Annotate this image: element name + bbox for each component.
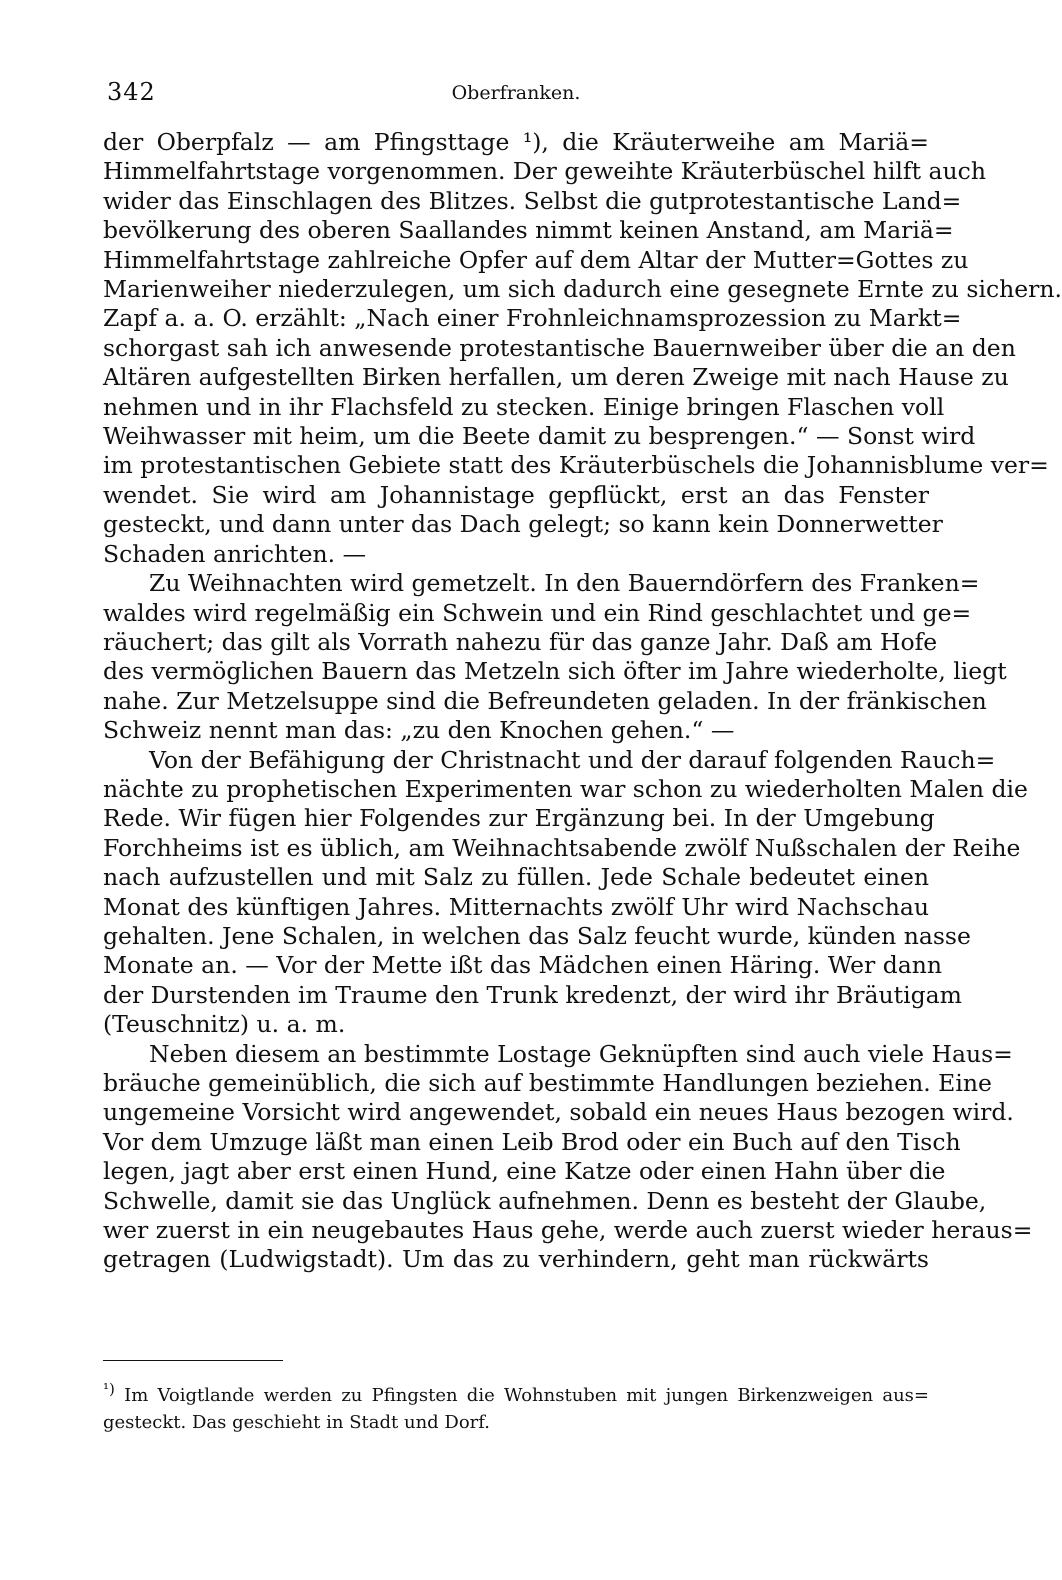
footnote-divider — [103, 1360, 283, 1361]
text-line: Forchheims ist es üblich, am Weihnachtsabende zwölf Nußschalen der Reihe — [103, 833, 1021, 862]
text-line: Marienweiher niederzulegen, um sich dadurch eine gesegnete Ernte zu sichern. — [103, 275, 1062, 304]
text-line: Neben diesem an bestimmte Lostage Geknüpften sind auch viele Haus= — [149, 1039, 1013, 1068]
text-line: gesteckt, und dann unter das Dach gelegt; so kann kein Donnerwetter — [103, 510, 943, 539]
text-line: nächte zu prophetischen Experimenten war schon zu wiederholten Malen die — [103, 774, 1028, 803]
footnote-line — [103, 1376, 929, 1409]
text-line: legen, jagt aber erst einen Hund, eine Katze oder einen Hahn über die — [103, 1157, 946, 1186]
text-line: der Durstenden im Traume den Trunk kredenzt, der wird ihr Bräutigam — [103, 980, 962, 1009]
book-page — [103, 78, 1062, 1275]
text-line: Monat des künftigen Jahres. Mitternachts zwölf Uhr wird Nachschau — [103, 892, 929, 921]
text-line: bevölkerung des oberen Saallandes nimmt keinen Anstand, am Mariä= — [103, 216, 954, 245]
text-line: nahe. Zur Metzelsuppe sind die Befreundeten geladen. In der fränkischen — [103, 686, 987, 715]
text-line: Vor dem Umzuge läßt man einen Leib Brod oder ein Buch auf den Tisch — [103, 1127, 961, 1156]
page-header — [103, 78, 929, 128]
text-line: wider das Einschlagen des Blitzes. Selbst die gutprotestantische Land= — [103, 186, 962, 215]
text-line: Himmelfahrtstage vorgenommen. Der geweihte Kräuterbüschel hilft auch — [103, 157, 986, 186]
text-line: Von der Befähigung der Christnacht und der darauf folgenden Rauch= — [149, 745, 996, 774]
text-line: Weihwasser mit heim, um die Beete damit zu besprengen.“ — Sonst wird — [103, 422, 976, 451]
text-line: wendet. Sie wird am Johannistage gepflückt, erst an das Fenster — [103, 480, 929, 509]
text-line: Monate an. — Vor der Mette ißt das Mädchen einen Häring. Wer dann — [103, 951, 943, 980]
footnote-line: gesteckt. Das geschieht in Stadt und Dorf. — [103, 1412, 491, 1433]
text-line: Zapf a. a. O. erzählt: „Nach einer Frohnleichnamsprozession zu Markt= — [103, 304, 962, 333]
text-line: Schwelle, damit sie das Unglück aufnehmen. Denn es besteht der Glaube, — [103, 1186, 987, 1215]
running-title: Oberfranken. — [451, 82, 581, 104]
text-line: gehalten. Jene Schalen, in welchen das Salz feucht wurde, künden nasse — [103, 921, 971, 950]
text-line: bräuche gemeinüblich, die sich auf bestimmte Handlungen beziehen. Eine — [103, 1069, 992, 1097]
footnote-mark: ¹) — [103, 1380, 115, 1398]
text-line: nehmen und in ihr Flachsfeld zu stecken. Einige bringen Flaschen voll — [103, 392, 945, 421]
text-line: Rede. Wir fügen hier Folgendes zur Ergänzung bei. In der Umgebung — [103, 804, 935, 833]
text-line: getragen (Ludwigstadt). Um das zu verhindern, geht man rückwärts — [103, 1245, 929, 1274]
text-line: nach aufzustellen und mit Salz zu füllen. Jede Schale bedeutet einen — [103, 863, 929, 892]
text-line: Schaden anrichten. — — [103, 539, 367, 568]
text-line: ungemeine Vorsicht wird angewendet, sobald ein neues Haus bezogen wird. — [103, 1098, 1014, 1127]
text-line: (Teuschnitz) u. a. m. — [103, 1010, 346, 1039]
text-line: wer zuerst in ein neugebautes Haus gehe, werde auch zuerst wieder heraus= — [103, 1216, 1033, 1245]
text-line: Himmelfahrtstage zahlreiche Opfer auf dem Altar der Mutter=Gottes zu — [103, 245, 969, 274]
text-line: räuchert; das gilt als Vorrath nahezu für das ganze Jahr. Daß am Hofe — [103, 627, 938, 656]
text-line: im protestantischen Gebiete statt des Kräuterbüschels die Johannisblume ver= — [103, 451, 1049, 480]
text-line: der Oberpfalz — am Pfingsttage ¹), die Kräuterweihe am Mariä= — [103, 128, 929, 156]
text-line: Altären aufgestellten Birken herfallen, um deren Zweige mit nach Hause zu — [103, 363, 1009, 392]
text-line: des vermöglichen Bauern das Metzeln sich öfter im Jahre wiederholte, liegt — [103, 657, 1007, 686]
page-number: 342 — [107, 78, 156, 106]
text-line: waldes wird regelmäßig ein Schwein und ein Rind geschlachtet und ge= — [103, 598, 972, 627]
text-line: schorgast sah ich anwesende protestantische Bauernweiber über die an den — [103, 333, 1016, 362]
text-line: Zu Weihnachten wird gemetzelt. In den Bauerndörfern des Franken= — [149, 569, 980, 598]
footnote-text: Im Voigtlande werden zu Pfingsten die Wohnstuben mit jungen Birkenzweigen aus= — [124, 1385, 929, 1406]
body-text — [103, 128, 1062, 1275]
text-line: Schweiz nennt man das: „zu den Knochen gehen.“ — — [103, 716, 735, 745]
footnote — [103, 1376, 929, 1436]
